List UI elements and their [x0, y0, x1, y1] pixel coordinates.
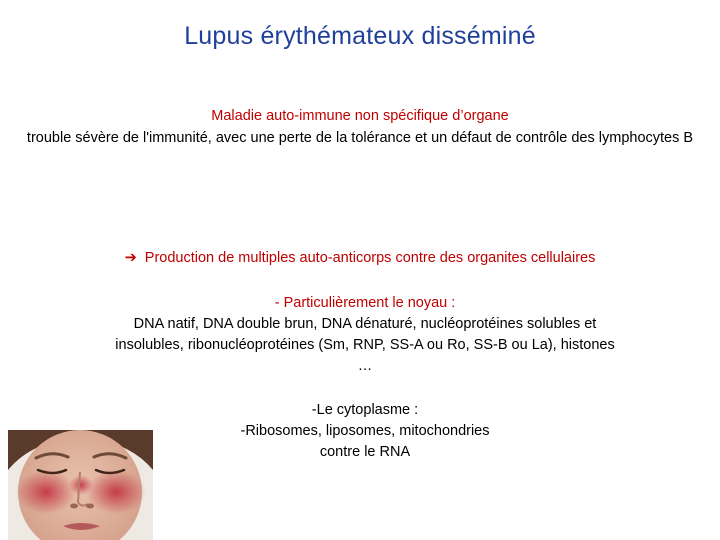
cytoplasm-line-1: -Ribosomes, liposomes, mitochondries	[240, 423, 490, 439]
nucleus-block	[110, 293, 620, 377]
definition-text: trouble sévère de l'immunité, avec une perte de la tolérance et un défaut de contrôle des lymphocytes B	[26, 130, 694, 146]
patient-face-photo	[8, 430, 153, 540]
cytoplasm-block	[195, 400, 535, 463]
slide-title: Lupus érythémateux disséminé	[184, 22, 536, 50]
definition-block	[20, 105, 700, 149]
arrow-right-icon: ➔	[124, 250, 137, 266]
cytoplasm-line-2: contre le RNA	[319, 444, 411, 460]
production-line	[0, 248, 720, 268]
cytoplasm-heading: -Le cytoplasme :	[311, 402, 419, 418]
production-text: Production de multiples auto-anticorps contre des organites cellulaires	[144, 250, 596, 266]
nucleus-heading: - Particulièrement le noyau :	[274, 295, 456, 311]
face-illustration	[8, 430, 153, 540]
nucleus-text: DNA natif, DNA double brun, DNA dénaturé, nucléoprotéines solubles et insolubles, ribonucléoprotéines (Sm, RNP, SS-A ou Ro, SS-B ou La), histones …	[115, 316, 615, 374]
definition-highlight: Maladie auto-immune non spécifique d’organe	[211, 108, 509, 124]
